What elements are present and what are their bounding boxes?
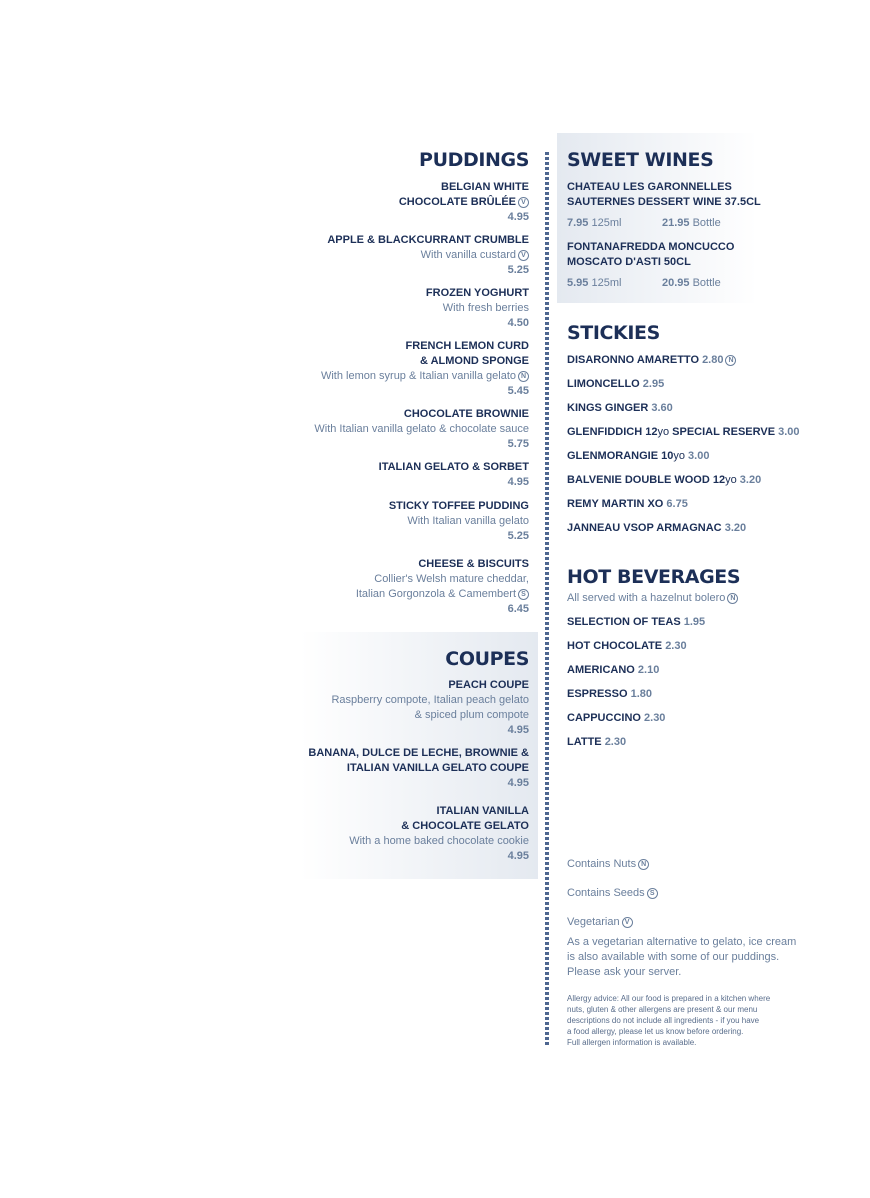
item-description: Collier's Welsh mature cheddar, (374, 573, 529, 585)
seeds-icon: S (647, 888, 658, 899)
item-price: 5.45 (507, 385, 529, 397)
item-name: ITALIAN VANILLA (436, 805, 529, 817)
item-name: MOSCATO D'ASTI 50CL (567, 256, 691, 268)
item-description: Raspberry compote, Italian peach gelato (331, 694, 529, 706)
item-description: With Italian vanilla gelato & chocolate sauce (314, 423, 529, 435)
pudding-item (356, 557, 529, 617)
nuts-icon: N (725, 355, 736, 366)
sweet-wines-title: SWEET WINES (567, 149, 714, 171)
item-name: SELECTION OF TEAS (567, 616, 681, 628)
item-name: KINGS GINGER (567, 402, 649, 414)
item-name: CHEESE & BISCUITS (418, 558, 529, 570)
price-value: 5.95 (567, 277, 589, 289)
item-price: 5.25 (507, 530, 529, 542)
item-description: Italian Gorgonzola & Camembert (355, 588, 516, 600)
sticky-item (567, 425, 800, 440)
note-line: As a vegetarian alternative to gelato, ice cream (567, 936, 797, 948)
item-description: With vanilla custard (420, 249, 516, 261)
vegetarian-note (567, 935, 796, 980)
pudding-item (426, 286, 529, 331)
note-line: is also available with some of our puddings. (567, 951, 780, 963)
seeds-icon: S (518, 589, 529, 600)
item-name: BANANA, DULCE DE LECHE, BROWNIE & (308, 747, 529, 759)
age-suffix: yo (657, 426, 670, 438)
item-price: 4.95 (507, 850, 529, 862)
item-price: 4.95 (507, 777, 529, 789)
legend-label: Vegetarian (567, 916, 620, 928)
allergy-line: nuts, gluten & other allergens are present & our menu (567, 1005, 758, 1014)
nuts-icon: N (727, 593, 738, 604)
item-name: DISARONNO AMARETTO (567, 354, 699, 366)
pudding-item (389, 499, 529, 544)
glass-price (567, 276, 621, 291)
wine-item (567, 180, 761, 210)
item-price: 4.50 (507, 317, 529, 329)
nuts-icon: N (518, 371, 529, 382)
item-name: PEACH COUPE (448, 679, 529, 691)
item-name: & ALMOND SPONGE (420, 355, 529, 367)
beverage-item (567, 687, 652, 702)
item-price: 2.95 (642, 378, 665, 390)
legend-label: Contains Nuts (567, 858, 637, 870)
price-value: 21.95 (662, 217, 690, 229)
age-suffix: yo (725, 474, 737, 486)
item-price: 3.20 (724, 522, 747, 534)
hot-beverages-subtitle (567, 591, 738, 606)
stickies-title: STICKIES (567, 322, 660, 344)
item-name: FONTANAFREDDA MONCUCCO (567, 241, 735, 253)
coupe-item (331, 678, 529, 738)
item-name: CHOCOLATE BRÛLÉE (398, 196, 516, 208)
item-name: GLENMORANGIE 10 (567, 450, 674, 462)
item-name: APPLE & BLACKCURRANT CRUMBLE (327, 234, 529, 246)
item-name: CHOCOLATE BROWNIE (403, 408, 529, 420)
price-unit: Bottle (692, 217, 721, 229)
item-price: 4.95 (507, 724, 529, 736)
glass-price (567, 216, 621, 231)
item-price: 5.25 (507, 264, 529, 276)
age-suffix: yo (673, 450, 685, 462)
coupe-item (349, 804, 529, 864)
price-unit: 125ml (591, 277, 622, 289)
legend-label: Contains Seeds (567, 887, 645, 899)
beverage-item (567, 735, 626, 750)
subtitle-text: All served with a hazelnut bolero (567, 592, 726, 604)
item-price: 3.60 (651, 402, 673, 414)
item-name: HOT CHOCOLATE (567, 640, 663, 652)
item-price: 2.30 (644, 712, 666, 724)
price-unit: Bottle (692, 277, 721, 289)
item-price: 5.75 (507, 438, 529, 450)
vegetarian-icon: V (518, 250, 529, 261)
item-name: FROZEN YOGHURT (425, 287, 529, 299)
item-price: 2.80 (702, 354, 724, 366)
allergy-line: Full allergen information is available. (567, 1038, 697, 1047)
item-price: 3.00 (778, 426, 800, 438)
item-price: 3.00 (688, 450, 710, 462)
item-price: 2.10 (637, 664, 660, 676)
sticky-item (567, 353, 736, 368)
legend-nuts (567, 857, 649, 872)
item-price: 2.30 (665, 640, 687, 652)
item-name: FRENCH LEMON CURD (405, 340, 529, 352)
price-value: 7.95 (567, 217, 589, 229)
item-price: 1.80 (630, 688, 653, 700)
legend-vegetarian (567, 915, 633, 930)
item-name: REMY MARTIN XO (567, 498, 664, 510)
item-description: With Italian vanilla gelato (407, 515, 529, 527)
item-name: SAUTERNES DESSERT WINE 37.5CL (567, 196, 761, 208)
coupes-title: COUPES (445, 648, 529, 670)
item-name: BALVENIE DOUBLE WOOD 12 (567, 474, 726, 486)
sticky-item (567, 521, 746, 536)
sticky-item (567, 377, 664, 392)
item-name: LIMONCELLO (567, 378, 640, 390)
item-name: CHATEAU LES GARONNELLES (567, 181, 732, 193)
bottle-price (662, 216, 721, 231)
item-description: With fresh berries (442, 302, 529, 314)
pudding-item (399, 180, 529, 225)
item-price: 3.20 (739, 474, 762, 486)
item-name: ITALIAN GELATO & SORBET (378, 461, 529, 473)
allergy-line: a food allergy, please let us know before ordering. (567, 1027, 744, 1036)
sticky-item (567, 401, 673, 416)
allergy-line: Allergy advice: All our food is prepared in a kitchen where (567, 994, 771, 1003)
item-name: JANNEAU VSOP ARMAGNAC (567, 522, 722, 534)
sticky-item (567, 449, 709, 464)
pudding-item (321, 339, 529, 399)
allergy-advice (567, 993, 770, 1048)
column-divider (545, 152, 549, 1047)
item-price: 4.95 (507, 476, 529, 488)
allergy-line: descriptions do not include all ingredients - if you have (567, 1016, 760, 1025)
nuts-icon: N (638, 859, 649, 870)
sticky-item (567, 473, 761, 488)
legend-seeds (567, 886, 658, 901)
coupe-item (308, 746, 529, 791)
bottle-price (662, 276, 721, 291)
item-name: LATTE (567, 736, 602, 748)
item-name: CAPPUCCINO (567, 712, 641, 724)
item-price: 4.95 (507, 211, 529, 223)
item-price: 6.75 (666, 498, 688, 510)
item-description: & spiced plum compote (414, 709, 529, 721)
item-price: 6.45 (507, 603, 529, 615)
item-name: BELGIAN WHITE (441, 181, 529, 193)
beverage-item (567, 615, 705, 630)
item-name: SPECIAL RESERVE (669, 426, 776, 438)
price-unit: 125ml (591, 217, 622, 229)
pudding-item (314, 407, 529, 452)
item-price: 1.95 (683, 616, 706, 628)
item-name: GLENFIDDICH 12 (567, 426, 658, 438)
puddings-title: PUDDINGS (419, 149, 529, 171)
price-value: 20.95 (662, 277, 690, 289)
item-price: 2.30 (604, 736, 627, 748)
beverage-item (567, 711, 665, 726)
pudding-item (327, 233, 529, 278)
item-name: ITALIAN VANILLA GELATO COUPE (346, 762, 529, 774)
item-name: ESPRESSO (567, 688, 628, 700)
item-name: STICKY TOFFEE PUDDING (388, 500, 529, 512)
item-name: AMERICANO (567, 664, 635, 676)
item-name: & CHOCOLATE GELATO (401, 820, 529, 832)
item-description: With a home baked chocolate cookie (349, 835, 529, 847)
vegetarian-icon: V (518, 197, 529, 208)
item-description: With lemon syrup & Italian vanilla gelato (320, 370, 516, 382)
beverage-item (567, 663, 659, 678)
sticky-item (567, 497, 688, 512)
wine-item (567, 240, 734, 270)
note-line: Please ask your server. (567, 966, 682, 978)
pudding-item (379, 460, 529, 490)
beverage-item (567, 639, 687, 654)
vegetarian-icon: V (622, 917, 633, 928)
hot-beverages-title: HOT BEVERAGES (567, 566, 741, 588)
